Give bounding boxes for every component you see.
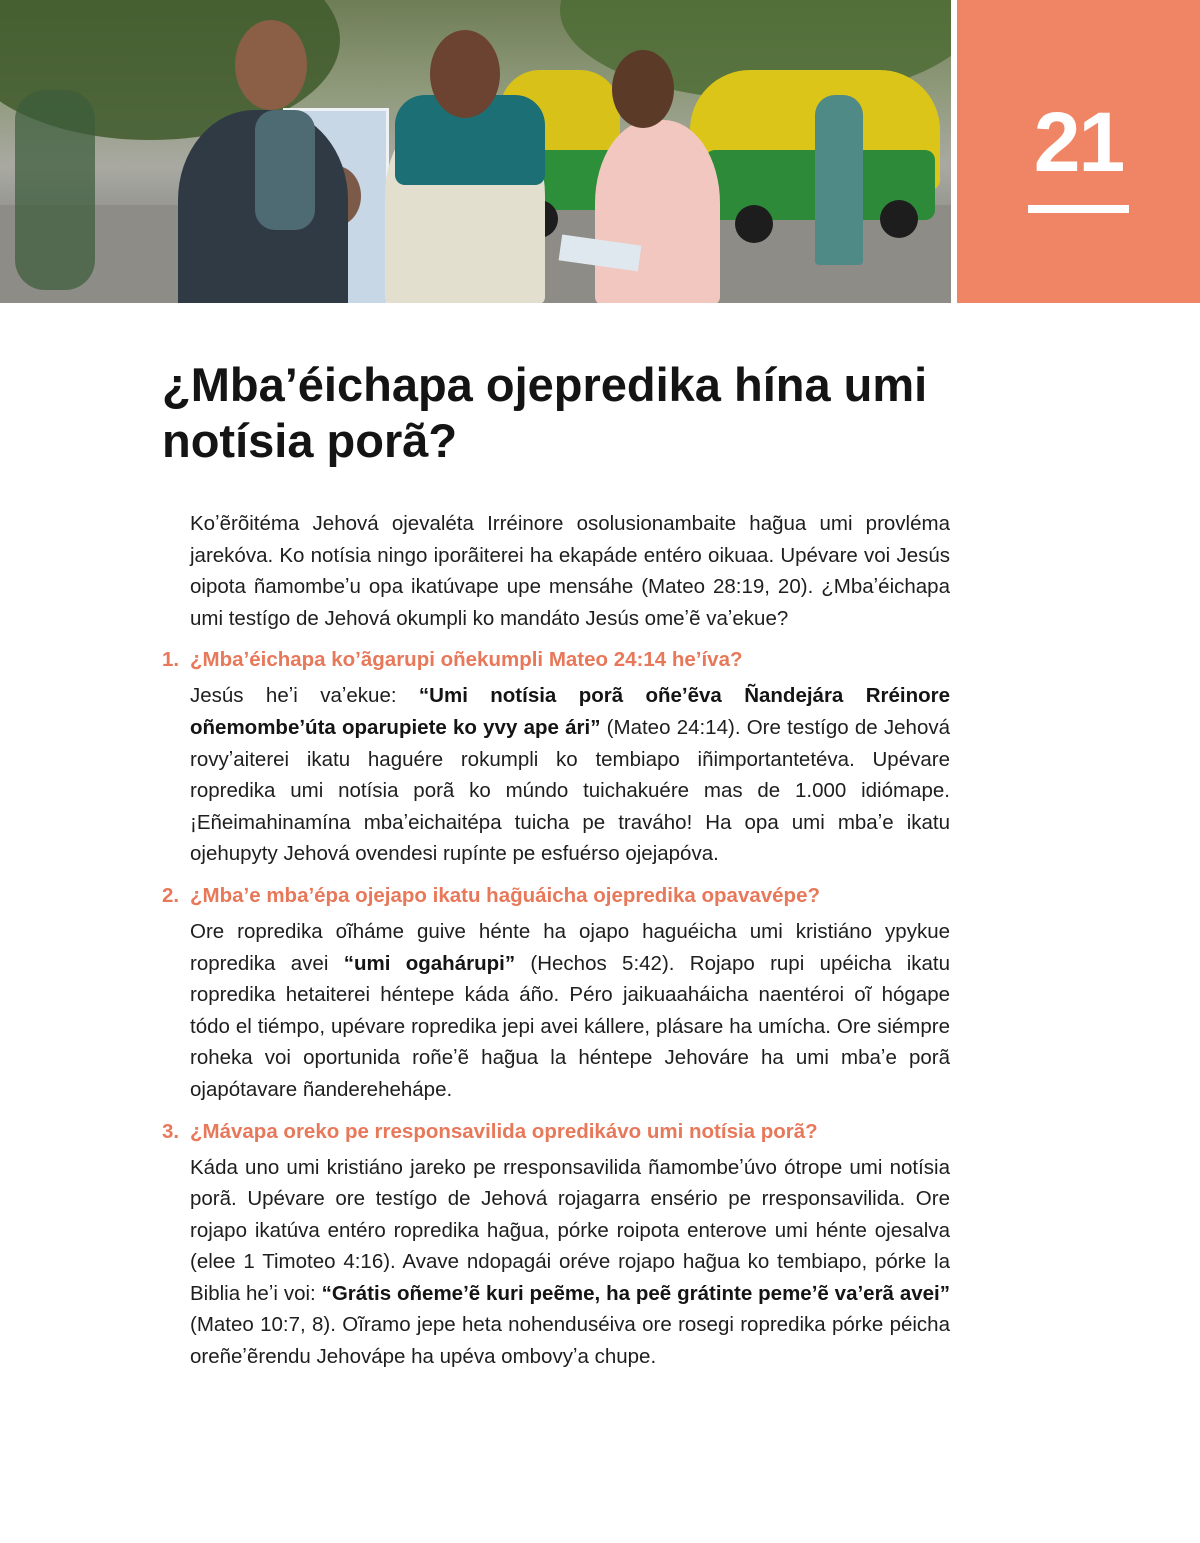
question-text: ¿Mbaʼéichapa koʼãgarupi oñekumpli Mateo 24:14 heʼíva?	[190, 648, 743, 672]
page-title: ¿Mbaʼéichapa ojepredika hína umi notísia porã?	[162, 358, 928, 467]
answer-text: Jesús heʼi vaʼekue:	[190, 684, 419, 708]
answer-paragraph-2	[190, 916, 950, 1106]
scripture-quote: “Grátis oñemeʼẽ kuri peẽme, ha peẽ grátinte pemeʼẽ vaʼerã avei”	[321, 1281, 950, 1305]
answer-text: Káda uno umi kristiáno jareko pe rresponsavilida ñamombeʼúvo ótrope umi notísia porã. Upévare ore testígo de Jehová rojagarra ensério pe rresponsavilida. Ore rojapo ikatúva entéro ropredika hag̃ua, pórke roipota enterove umi hénte ojesalva (elee 1 Timoteo 4:16). Avave ndopagái oréve rojapo hag̃ua ko tembiapo, pórke la Biblia heʼi voi:	[190, 1155, 950, 1305]
intro-paragraph: Koʼẽrõitéma Jehová ojevaléta Irréinore osolusionambaite hag̃ua umi provléma jarekóva. Ko notísia ningo iporãiterei ha ekapáde entéro oikuaa. Upévare voi Jesús oipota ñamombeʼu opa ikatúvape upe mensáhe (Mateo 28:19, 20). ¿Mbaʼéichapa umi testígo de Jehová okumpli ko mandáto Jesús omeʼẽ vaʼekue?	[190, 512, 950, 630]
header-photo	[0, 0, 951, 303]
question-number: 2.	[162, 883, 180, 907]
lesson-content	[162, 508, 950, 1373]
question-2	[162, 881, 950, 911]
question-1	[162, 645, 950, 675]
question-number: 1.	[162, 648, 180, 672]
answer-text: Ore ropredika oĩháme guive hénte ha ojapo haguéicha umi kristiáno ypykue ropredika avei	[190, 919, 950, 975]
scripture-quote: “Umi notísia porã oñeʼẽva Ñandejára Rréinore oñemombeʼúta oparupiete ko yvy ape ári”	[190, 684, 950, 739]
answer-paragraph-1	[190, 680, 950, 870]
answer-paragraph-3	[190, 1152, 950, 1373]
answer-text: (Mateo 10:7, 8). Oĩramo jepe heta nohenduséiva ore rosegi ropredika pórke péicha oreñeʼẽrendu Jehovápe ha upéva ombovyʼa chupe.	[190, 1313, 950, 1369]
answer-text: (Mateo 24:14). Ore testígo de Jehová rovyʼaiterei ikatu haguére rokumpli ko tembiapo iñimportantetéva. Upévare ropredika umi notísia porã ko múndo tuichakuére mas de 1.000 idiómape. ¡Eñeimahinamína mbaʼeichaitépa tuicha pe traváho! Ha opa umi mbaʼe ikatu ojehupyty Jehová ovendesi rupínte pe esfuérso ojejapóva.	[190, 715, 950, 866]
scripture-quote: “umi ogahárupi”	[343, 951, 516, 975]
question-text: ¿Mávapa oreko pe rresponsavilida opredikávo umi notísia porã?	[190, 1119, 818, 1143]
chapter-underline	[1028, 205, 1129, 213]
chapter-tab	[957, 0, 1200, 303]
answer-text: (Hechos 5:42). Rojapo rupi upéicha ikatu ropredika hetaiterei héntepe káda áño. Péro jaikuaaháicha naentéroi oĩ hógape tódo el tiémpo, upévare ropredika jepi avei kállere, plásare ha umícha. Ore siémpre roheka voi oportunida roñeʼẽ hag̃ua la héntepe Jehováre ha umi mbaʼe porã ojapótavare ñanderehehápe.	[190, 951, 950, 1101]
question-text: ¿Mbaʼe mbaʼépa ojejapo ikatu hag̃uáicha ojepredika opavavépe?	[190, 883, 820, 907]
chapter-number: 21	[1033, 95, 1124, 189]
question-3	[162, 1117, 950, 1147]
question-number: 3.	[162, 1119, 180, 1143]
